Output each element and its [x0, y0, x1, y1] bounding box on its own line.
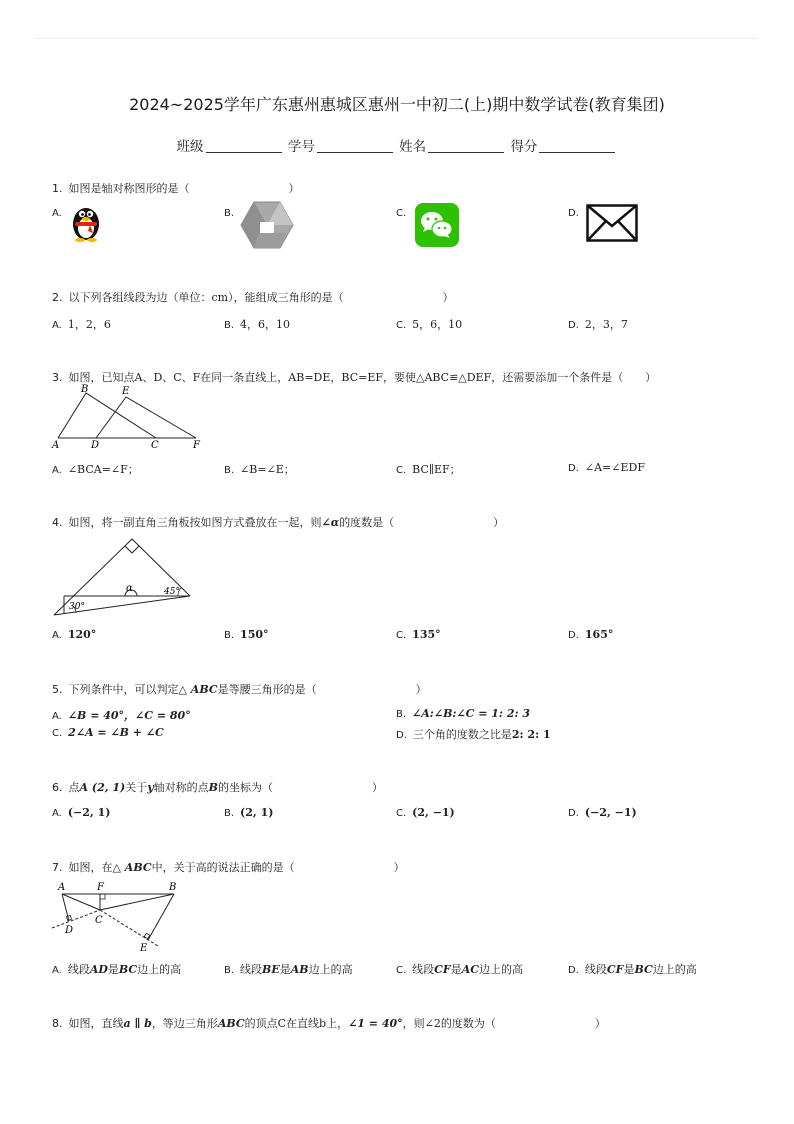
- question-1: [52, 180, 300, 196]
- question-stem: 如图，已知点A、D、C、F在同一条直线上，AB=DE，BC=EF，要使△ABC≌△DEF，还需要添加一个条件是（ ）: [68, 371, 657, 384]
- question-number: 1.: [52, 182, 63, 195]
- option-4b[interactable]: B. 150°: [224, 628, 269, 641]
- option-2a[interactable]: A. 1，2，6: [52, 318, 111, 331]
- question-3: 3. 如图，已知点A、D、C、F在同一条直线上，AB=DE，BC=EF，要使△ABC≌△DEF，还需要添加一个条件是（ ）: [52, 371, 657, 384]
- penguin-icon: [68, 202, 104, 242]
- option-2d[interactable]: D. 2，3，7: [568, 318, 628, 331]
- option-2c[interactable]: C. 5，6，10: [396, 318, 463, 331]
- field-class-label: 班级: [176, 139, 204, 155]
- field-score-label: 得分: [510, 139, 538, 155]
- field-id-blank[interactable]: [317, 138, 393, 153]
- option-6d[interactable]: D. (−2, −1): [568, 806, 637, 819]
- option-1d[interactable]: D.: [568, 208, 579, 219]
- option-7c[interactable]: C. 线段CF是AC边上的高: [396, 963, 524, 976]
- label-d: D: [65, 925, 74, 936]
- label-d: D: [91, 440, 100, 451]
- option-4a[interactable]: A. 120°: [52, 628, 97, 641]
- label-a: A: [58, 882, 66, 893]
- figure-q7-altitudes: [50, 878, 184, 954]
- label-c: C: [151, 440, 159, 451]
- field-id-label: 学号: [287, 139, 315, 155]
- field-class-blank[interactable]: [206, 138, 282, 153]
- option-6c[interactable]: C. (2, −1): [396, 806, 455, 819]
- option-3c[interactable]: C. BC∥EF；: [396, 463, 461, 476]
- hexagon-drive-icon: [240, 200, 294, 250]
- option-1b[interactable]: B.: [224, 208, 235, 219]
- wechat-icon: [415, 203, 459, 247]
- option-7d[interactable]: D. 线段CF是BC边上的高: [568, 963, 697, 976]
- option-1a[interactable]: A.: [52, 208, 62, 219]
- label-45: 45°: [164, 587, 180, 597]
- label-alpha: α: [126, 583, 133, 594]
- option-5c[interactable]: C. 2∠A = ∠B + ∠C: [52, 726, 164, 739]
- label-f: F: [193, 440, 200, 451]
- option-3a[interactable]: A. ∠BCA=∠F；: [52, 463, 139, 476]
- figure-q4-set-squares: [52, 535, 194, 619]
- field-score-blank[interactable]: [539, 138, 615, 153]
- label-30: 30°: [69, 602, 85, 612]
- option-6b[interactable]: B. (2, 1): [224, 806, 274, 819]
- question-stem: 如图是轴对称图形的是（ ）: [68, 182, 300, 195]
- student-info-line: [0, 135, 794, 155]
- option-4c[interactable]: C. 135°: [396, 628, 441, 641]
- field-name-label: 姓名: [399, 139, 427, 155]
- option-7a[interactable]: A. 线段AD是BC边上的高: [52, 963, 182, 976]
- label-b: B: [169, 882, 177, 893]
- question-4: 4. 如图，将一副直角三角板按如图方式叠放在一起，则∠α的度数是（ ）: [52, 516, 505, 529]
- question-6: 6. 点A (2, 1)关于y轴对称的点B的坐标为（ ）: [52, 781, 383, 794]
- option-3b[interactable]: B. ∠B=∠E；: [224, 463, 295, 476]
- envelope-icon: [586, 204, 638, 242]
- question-2: 2. 以下列各组线段为边（单位：cm），能组成三角形的是（ ）: [52, 291, 454, 304]
- option-2b[interactable]: B. 4，6，10: [224, 318, 291, 331]
- question-8: 8. 如图，直线a ∥ b，等边三角形ABC的顶点C在直线b上，∠1 = 40°，则∠2的度数为（ ）: [52, 1017, 606, 1030]
- question-stem: 以下列各组线段为边（单位：cm），能组成三角形的是（ ）: [68, 291, 454, 304]
- option-1c[interactable]: C.: [396, 208, 407, 219]
- option-7b[interactable]: B. 线段BE是AB边上的高: [224, 963, 353, 976]
- label-e: E: [122, 386, 130, 397]
- label-f: F: [97, 882, 104, 893]
- option-5b[interactable]: B. ∠A:∠B:∠C = 1: 2: 3: [396, 707, 531, 720]
- label-e: E: [140, 943, 148, 954]
- field-name-blank[interactable]: [428, 138, 504, 153]
- figure-q3-triangles: [52, 382, 208, 450]
- question-7: 7. 如图，在△ ABC中，关于高的说法正确的是（ ）: [52, 861, 405, 874]
- option-5d[interactable]: D. 三个角的度数之比是2: 2: 1: [396, 728, 551, 741]
- option-5a[interactable]: A. ∠B = 40°，∠C = 80°: [52, 709, 191, 722]
- label-a: A: [52, 440, 60, 451]
- header-rule: [36, 38, 758, 39]
- label-c: C: [95, 915, 103, 926]
- option-3d[interactable]: D. ∠A=∠EDF: [568, 461, 645, 474]
- option-4d[interactable]: D. 165°: [568, 628, 614, 641]
- question-5: 5. 下列条件中，可以判定△ ABC是等腰三角形的是（ ）: [52, 683, 427, 696]
- page-title: 2024~2025学年广东惠州惠城区惠州一中初二(上)期中数学试卷(教育集团): [129, 95, 665, 114]
- option-6a[interactable]: A. (−2, 1): [52, 806, 111, 819]
- label-b: B: [81, 384, 89, 395]
